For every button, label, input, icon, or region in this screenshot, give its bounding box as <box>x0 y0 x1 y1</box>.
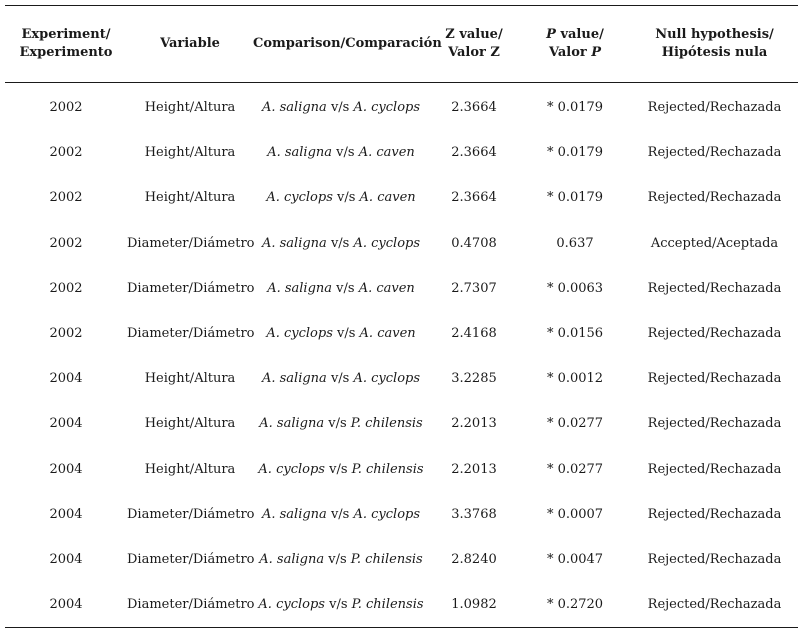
versus-label: v/s <box>332 326 360 342</box>
table-row <box>5 401 798 446</box>
comparison-text <box>262 507 420 522</box>
cell-comparison <box>253 447 429 492</box>
comparison-text <box>259 552 422 567</box>
header-experiment <box>5 6 127 83</box>
species-name: A. saligna <box>259 551 325 567</box>
header-z-value <box>429 6 519 83</box>
cell-p-value: * 0.2720 <box>546 597 604 613</box>
cell-comparison <box>253 492 429 537</box>
cell-null-hypothesis: Rejected/Rechazada <box>647 461 782 477</box>
table-row <box>5 311 798 356</box>
table-row <box>5 582 798 628</box>
comparison-text <box>262 236 420 251</box>
table-row <box>5 492 798 537</box>
comparison-text <box>266 190 415 205</box>
comparison-text <box>262 371 420 386</box>
species-name: P. chilensis <box>350 416 423 432</box>
species-name: A. caven <box>359 326 416 342</box>
cell-z-value: 3.3768 <box>451 506 497 522</box>
cell-variable: Diameter/Diámetro <box>127 280 255 296</box>
cell-p-value: * 0.0012 <box>546 371 604 387</box>
versus-label: v/s <box>326 371 354 387</box>
cell-null-hypothesis: Rejected/Rechazada <box>647 551 782 567</box>
versus-label: v/s <box>324 461 352 477</box>
species-name: A. cyclops <box>266 326 333 342</box>
cell-variable: Diameter/Diámetro <box>127 326 255 342</box>
cell-experiment: 2004 <box>49 551 83 567</box>
cell-p-value: * 0.0179 <box>546 100 604 116</box>
species-name: A. cyclops <box>353 100 421 116</box>
cell-experiment: 2004 <box>49 416 83 432</box>
cell-experiment: 2002 <box>49 190 83 206</box>
cell-z-value: 1.0982 <box>451 597 497 613</box>
table-row <box>5 356 798 401</box>
cell-experiment: 2004 <box>49 371 83 387</box>
cell-z-value: 2.3664 <box>451 100 497 116</box>
header-null-hypothesis <box>631 6 798 83</box>
cell-comparison <box>253 537 429 582</box>
header-null-line-1: Null hypothesis/ <box>655 27 774 42</box>
results-table <box>5 5 798 628</box>
cell-variable: Height/Altura <box>144 145 236 161</box>
header-p-value-line-2 <box>519 44 631 62</box>
species-name: P. chilensis <box>351 597 424 613</box>
species-name: A. saligna <box>267 145 333 161</box>
cell-experiment: 2002 <box>49 235 83 251</box>
table-header <box>5 6 798 83</box>
cell-z-value: 2.7307 <box>451 280 497 296</box>
species-name: A. cyclops <box>353 235 421 251</box>
cell-null-hypothesis: Rejected/Rechazada <box>647 506 782 522</box>
species-name: A. caven <box>358 145 415 161</box>
table-row <box>5 447 798 492</box>
table-row <box>5 83 798 131</box>
cell-z-value: 2.2013 <box>451 416 497 432</box>
cell-experiment: 2002 <box>49 326 83 342</box>
species-name: A. saligna <box>261 371 327 387</box>
cell-null-hypothesis: Rejected/Rechazada <box>647 145 782 161</box>
comparison-text <box>267 145 415 160</box>
comparison-text <box>258 597 423 612</box>
cell-experiment: 2004 <box>49 597 83 613</box>
cell-experiment: 2002 <box>49 280 83 296</box>
p-symbol: P <box>591 45 602 60</box>
cell-p-value: * 0.0063 <box>546 280 604 296</box>
cell-variable: Height/Altura <box>144 190 236 206</box>
cell-null-hypothesis: Rejected/Rechazada <box>647 371 782 387</box>
cell-variable: Height/Altura <box>144 461 236 477</box>
species-name: A. cyclops <box>266 190 333 206</box>
header-z-value-line-2: Valor Z <box>448 45 500 60</box>
cell-variable: Diameter/Diámetro <box>127 235 255 251</box>
table-row <box>5 221 798 266</box>
header-null-line-2: Hipótesis nula <box>661 45 768 60</box>
cell-comparison <box>253 221 429 266</box>
species-name: A. caven <box>359 190 416 206</box>
cell-p-value: 0.637 <box>556 235 594 251</box>
cell-comparison <box>253 582 429 628</box>
cell-p-value: * 0.0277 <box>546 416 604 432</box>
header-p-value <box>519 6 631 83</box>
species-name: A. saligna <box>261 235 327 251</box>
species-name: A. saligna <box>259 416 325 432</box>
cell-variable: Diameter/Diámetro <box>127 506 255 522</box>
table-row <box>5 266 798 311</box>
p-symbol: P <box>546 27 556 42</box>
species-name: A. cyclops <box>258 597 325 613</box>
cell-experiment: 2002 <box>49 100 83 116</box>
cell-z-value: 2.8240 <box>451 551 497 567</box>
cell-variable: Diameter/Diámetro <box>127 597 255 613</box>
cell-experiment: 2004 <box>49 461 83 477</box>
header-z-value-line-1: Z value/ <box>445 27 503 42</box>
cell-z-value: 2.4168 <box>451 326 497 342</box>
versus-label: v/s <box>326 506 354 522</box>
cell-null-hypothesis: Accepted/Aceptada <box>650 235 779 251</box>
versus-label: v/s <box>332 280 359 296</box>
species-name: A. saligna <box>267 280 333 296</box>
cell-null-hypothesis: Rejected/Rechazada <box>647 190 782 206</box>
cell-comparison <box>253 130 429 175</box>
header-p-value-line-2-text: Valor P <box>548 45 602 60</box>
cell-experiment: 2002 <box>49 145 83 161</box>
versus-label: v/s <box>324 597 352 613</box>
versus-label: v/s <box>324 551 351 567</box>
versus-label: v/s <box>332 190 360 206</box>
cell-z-value: 3.2285 <box>451 371 497 387</box>
cell-p-value: * 0.0156 <box>546 326 604 342</box>
versus-label: v/s <box>326 235 354 251</box>
header-p-value-line-1-text: P value/ <box>546 27 604 42</box>
species-name: A. caven <box>358 280 415 296</box>
species-name: P. chilensis <box>351 461 424 477</box>
header-experiment-line-1: Experiment/ <box>21 27 111 42</box>
cell-null-hypothesis: Rejected/Rechazada <box>647 416 782 432</box>
cell-variable: Diameter/Diámetro <box>127 551 255 567</box>
comparison-text <box>266 326 415 341</box>
cell-p-value: * 0.0179 <box>546 145 604 161</box>
cell-p-value: * 0.0277 <box>546 461 604 477</box>
species-name: A. cyclops <box>258 461 325 477</box>
cell-z-value: 0.4708 <box>451 235 497 251</box>
cell-comparison <box>253 266 429 311</box>
header-p-value-line-1 <box>519 26 631 44</box>
table-body <box>5 83 798 628</box>
cell-null-hypothesis: Rejected/Rechazada <box>647 597 782 613</box>
header-comparison: Comparison/Comparación <box>253 36 442 51</box>
versus-label: v/s <box>332 145 359 161</box>
versus-label: v/s <box>326 100 354 116</box>
species-name: P. chilensis <box>350 551 423 567</box>
cell-variable: Height/Altura <box>144 416 236 432</box>
cell-comparison <box>253 356 429 401</box>
cell-p-value: * 0.0047 <box>546 551 604 567</box>
cell-null-hypothesis: Rejected/Rechazada <box>647 326 782 342</box>
cell-comparison <box>253 311 429 356</box>
comparison-text <box>258 462 423 477</box>
cell-z-value: 2.3664 <box>451 145 497 161</box>
species-name: A. cyclops <box>353 506 421 522</box>
header-variable: Variable <box>160 36 220 51</box>
cell-variable: Height/Altura <box>144 100 236 116</box>
cell-comparison <box>253 83 429 131</box>
cell-z-value: 2.2013 <box>451 461 497 477</box>
cell-null-hypothesis: Rejected/Rechazada <box>647 100 782 116</box>
species-name: A. saligna <box>261 506 327 522</box>
table-row <box>5 130 798 175</box>
header-row <box>5 6 798 83</box>
species-name: A. cyclops <box>353 371 421 387</box>
cell-null-hypothesis: Rejected/Rechazada <box>647 280 782 296</box>
cell-p-value: * 0.0007 <box>546 506 604 522</box>
cell-experiment: 2004 <box>49 506 83 522</box>
table-row <box>5 175 798 220</box>
cell-z-value: 2.3664 <box>451 190 497 206</box>
cell-comparison <box>253 401 429 446</box>
comparison-text <box>259 416 422 431</box>
comparison-text <box>267 281 415 296</box>
cell-p-value: * 0.0179 <box>546 190 604 206</box>
comparison-text <box>262 100 420 115</box>
cell-variable: Height/Altura <box>144 371 236 387</box>
cell-comparison <box>253 175 429 220</box>
species-name: A. saligna <box>261 100 327 116</box>
results-table-container <box>5 5 798 628</box>
versus-label: v/s <box>324 416 351 432</box>
header-experiment-line-2: Experimento <box>19 45 113 60</box>
table-row <box>5 537 798 582</box>
